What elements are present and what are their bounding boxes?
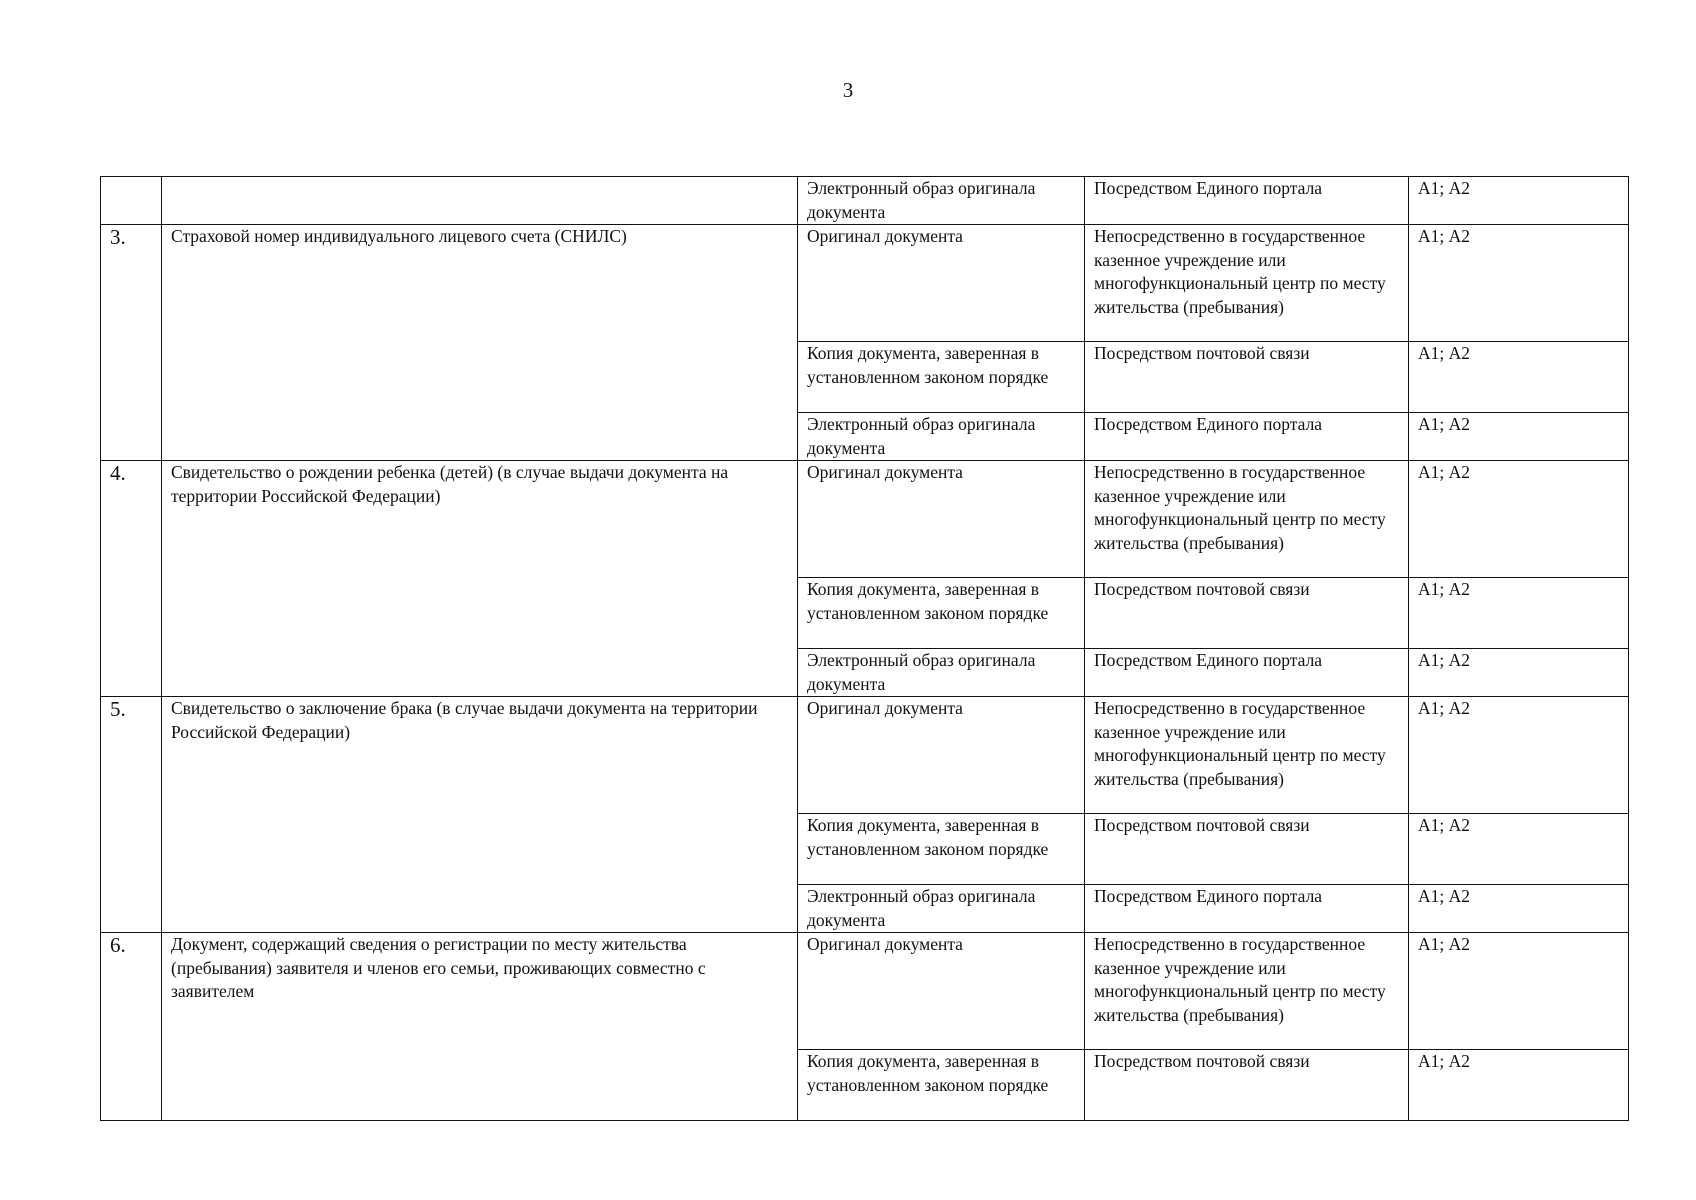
document-form: Электронный образ оригинала документа <box>798 885 1085 933</box>
document-code: А1; А2 <box>1409 225 1629 342</box>
submission-method: Посредством Единого портала <box>1085 649 1409 697</box>
document-form: Копия документа, заверенная в установленном законом порядке <box>798 814 1085 885</box>
table-row <box>101 225 1629 342</box>
document-name: Документ, содержащий сведения о регистрации по месту жительства (пребывания) заявителя и членов его семьи, проживающих совместно с заявителем <box>162 933 798 1121</box>
document-form: Копия документа, заверенная в установленном законом порядке <box>798 578 1085 649</box>
document-form: Оригинал документа <box>798 225 1085 342</box>
submission-method: Посредством Единого портала <box>1085 885 1409 933</box>
table-row <box>101 933 1629 1050</box>
document-code: А1; А2 <box>1409 933 1629 1050</box>
item-number: 5. <box>101 697 162 933</box>
document-code: А1; А2 <box>1409 413 1629 461</box>
document-name: Свидетельство о рождении ребенка (детей) (в случае выдачи документа на территории Российской Федерации) <box>162 461 798 697</box>
submission-method: Посредством почтовой связи <box>1085 578 1409 649</box>
item-number: 6. <box>101 933 162 1121</box>
item-number: 3. <box>101 225 162 461</box>
document-form: Электронный образ оригинала документа <box>798 177 1085 225</box>
submission-method: Непосредственно в государственное казенное учреждение или многофункциональный центр по месту жительства (пребывания) <box>1085 225 1409 342</box>
submission-method: Посредством почтовой связи <box>1085 814 1409 885</box>
document-form: Электронный образ оригинала документа <box>798 649 1085 697</box>
submission-method: Посредством Единого портала <box>1085 413 1409 461</box>
page-number: 3 <box>842 78 854 102</box>
document-form: Оригинал документа <box>798 933 1085 1050</box>
document-code: А1; А2 <box>1409 177 1629 225</box>
table-row <box>101 461 1629 578</box>
document-form: Копия документа, заверенная в установленном законом порядке <box>798 1050 1085 1121</box>
documents-table-body <box>101 177 1629 1121</box>
table-row <box>101 177 1629 225</box>
document-form: Электронный образ оригинала документа <box>798 413 1085 461</box>
document-name: Страховой номер индивидуального лицевого счета (СНИЛС) <box>162 225 798 461</box>
document-code: А1; А2 <box>1409 885 1629 933</box>
documents-table <box>100 176 1629 1121</box>
document-code: А1; А2 <box>1409 578 1629 649</box>
document-code: А1; А2 <box>1409 461 1629 578</box>
document-code: А1; А2 <box>1409 342 1629 413</box>
submission-method: Посредством почтовой связи <box>1085 1050 1409 1121</box>
document-code: А1; А2 <box>1409 1050 1629 1121</box>
document-code: А1; А2 <box>1409 697 1629 814</box>
submission-method: Непосредственно в государственное казенное учреждение или многофункциональный центр по месту жительства (пребывания) <box>1085 933 1409 1050</box>
document-form: Копия документа, заверенная в установленном законом порядке <box>798 342 1085 413</box>
document-form: Оригинал документа <box>798 697 1085 814</box>
document-code: А1; А2 <box>1409 649 1629 697</box>
table-row <box>101 697 1629 814</box>
document-form: Оригинал документа <box>798 461 1085 578</box>
submission-method: Непосредственно в государственное казенное учреждение или многофункциональный центр по месту жительства (пребывания) <box>1085 461 1409 578</box>
document-name <box>162 177 798 225</box>
document-code: А1; А2 <box>1409 814 1629 885</box>
document-name: Свидетельство о заключение брака (в случае выдачи документа на территории Российской Федерации) <box>162 697 798 933</box>
submission-method: Непосредственно в государственное казенное учреждение или многофункциональный центр по месту жительства (пребывания) <box>1085 697 1409 814</box>
submission-method: Посредством Единого портала <box>1085 177 1409 225</box>
submission-method: Посредством почтовой связи <box>1085 342 1409 413</box>
item-number: 4. <box>101 461 162 697</box>
item-number <box>101 177 162 225</box>
